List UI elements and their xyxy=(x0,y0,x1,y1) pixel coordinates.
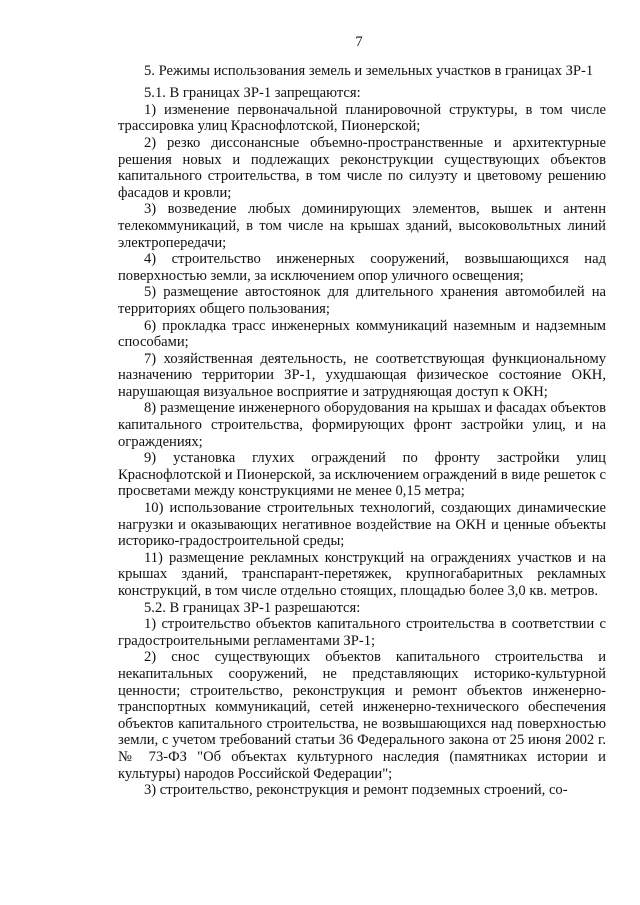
list-item: 8) размещение инженерного оборудования на крышах и фасадах объектов капитального строительства, формирующих фронт застройки улиц, и на ограждениях; xyxy=(118,400,606,450)
list-item: 2) снос существующих объектов капитального строительства и некапитальных сооружений, не представляющих историко-культурной ценности; строительство, реконструкция и ремонт объектов инженерно-транспортных коммуникаций, сетей инженерно-технического обеспечения объектов капитального строительства, не возвышающихся над поверхностью земли, с учетом требований статьи 36 Федерального закона от 25 июня 2002 г. № 73-ФЗ "Об объектах культурного наследия (памятниках истории и культуры) народов Российской Федерации"; xyxy=(118,649,606,782)
subsection-title-5-2: 5.2. В границах ЗР-1 разрешаются: xyxy=(144,599,361,616)
list-item: 11) размещение рекламных конструкций на ограждениях участков и на крышах зданий, транспарант-перетяжек, крупногабаритных рекламных конструкций, в том числе отдельно стоящих, площадью более 3,0 кв. метров. xyxy=(118,549,606,599)
list-item: 5) размещение автостоянок для длительного хранения автомобилей на территориях общего пользования; xyxy=(118,284,606,317)
section-heading: 5. Режимы использования земель и земельных участков в границах ЗР-1 xyxy=(144,62,594,79)
document-page xyxy=(118,34,606,799)
list-item: 9) установка глухих ограждений по фронту застройки улиц Краснофлотской и Пионерской, за исключением ограждений в виде решеток с просветами между конструкциями не менее 0,15 метра; xyxy=(118,450,606,500)
list-item: 1) изменение первоначальной планировочной структуры, в том числе трассировка улиц Краснофлотской, Пионерской; xyxy=(118,101,606,135)
list-item: 10) использование строительных технологий, создающих динамические нагрузки и оказывающих негативное воздействие на ОКН и ценные объекты историко-градостроительной среды; xyxy=(118,500,606,550)
list-item: 3) возведение любых доминирующих элементов, вышек и антенн телекоммуникаций, в том числе на крышах зданий, высоковольтных линий электропередачи; xyxy=(118,201,606,251)
list-item: 4) строительство инженерных сооружений, возвышающихся над поверхностью земли, за исключением опор уличного освещения; xyxy=(118,251,606,284)
page-number: 7 xyxy=(355,34,363,50)
list-item: 3) строительство, реконструкция и ремонт подземных строений, со- xyxy=(144,782,568,799)
list-item: 2) резко диссонансные объемно-пространственные и архитектурные решения новых и подлежащих реконструкции существующих объектов капитального строительства, в том числе по силуэту и цветовому решению фасадов и кровли; xyxy=(118,134,606,201)
list-item: 7) хозяйственная деятельность, не соответствующая функциональному назначению территории ЗР-1, ухудшающая физическое состояние ОКН, нарушающая визуальное восприятие и затрудняющая доступ к ОКН; xyxy=(118,350,606,400)
subsection-title-5-1: 5.1. В границах ЗР-1 запрещаются: xyxy=(144,85,361,102)
list-item: 6) прокладка трасс инженерных коммуникаций наземным и надземным способами; xyxy=(118,317,606,351)
list-item: 1) строительство объектов капитального строительства в соответствии с градостроительными регламентами ЗР-1; xyxy=(118,616,606,649)
